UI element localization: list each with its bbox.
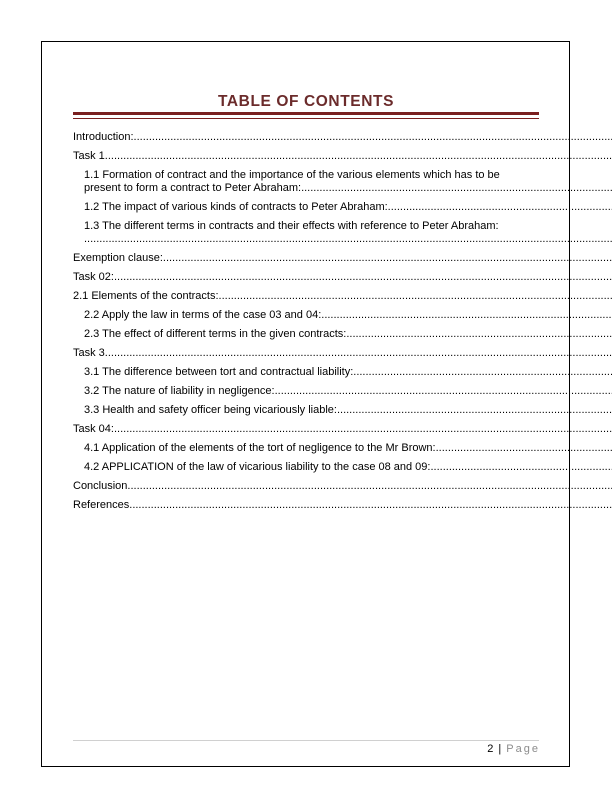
toc-entry-task-02[interactable]: Task 02: ..... xyxy=(73,271,612,284)
toc-entry-2-1[interactable]: 2.1 Elements of the contracts: ..... xyxy=(73,290,612,303)
toc-entry-4-1[interactable]: 4.1 Application of the elements of the tort of negligence to the Mr Brown: ..... xyxy=(73,442,612,455)
toc-entry-exemption-clause[interactable]: Exemption clause: ..... xyxy=(73,252,612,265)
toc-entry-2-2[interactable]: 2.2 Apply the law in terms of the case 03 and 04: ..... xyxy=(73,309,612,322)
page-footer xyxy=(487,743,540,755)
toc-entry-1-1[interactable]: 1.1 Formation of contract and the importance of the various elements which has to be present to form a contract to Peter Abraham: ..... xyxy=(73,169,612,195)
toc-entry-task-04[interactable]: Task 04: ..... xyxy=(73,423,612,436)
toc-entry-references[interactable]: References ..... xyxy=(73,499,612,512)
footer-rule xyxy=(73,740,539,741)
page-label: Page xyxy=(506,743,540,755)
footer-separator: | xyxy=(494,743,507,755)
toc-title: TABLE OF CONTENTS xyxy=(217,93,395,110)
title-rule-thin xyxy=(73,118,539,119)
toc-entry-3-1[interactable]: 3.1 The difference between tort and contractual liability: ..... xyxy=(73,366,612,379)
page-number: 2 xyxy=(487,743,495,755)
toc-entry-4-2[interactable]: 4.2 APPLICATION of the law of vicarious liability to the case 08 and 09: ..... xyxy=(73,461,612,474)
title-rule-thick xyxy=(73,112,539,115)
toc-entry-2-3[interactable]: 2.3 The effect of different terms in the given contracts: ..... xyxy=(73,328,612,341)
toc-list xyxy=(73,131,612,518)
toc-entry-1-3[interactable]: 1.3 The different terms in contracts and their effects with reference to Peter Abraham: ..... xyxy=(73,220,612,246)
toc-entry-conclusion[interactable]: Conclusion ..... xyxy=(73,480,612,493)
toc-entry-3-3[interactable]: 3.3 Health and safety officer being vicariously liable: ..... xyxy=(73,404,612,417)
toc-entry-introduction[interactable]: Introduction: ..... xyxy=(73,131,612,144)
toc-entry-task-1[interactable]: Task 1 ..... xyxy=(73,150,612,163)
toc-entry-3-2[interactable]: 3.2 The nature of liability in negligence: ..... xyxy=(73,385,612,398)
toc-entry-1-2[interactable]: 1.2 The impact of various kinds of contracts to Peter Abraham: ..... xyxy=(73,201,612,214)
toc-entry-task-3[interactable]: Task 3 ..... xyxy=(73,347,612,360)
